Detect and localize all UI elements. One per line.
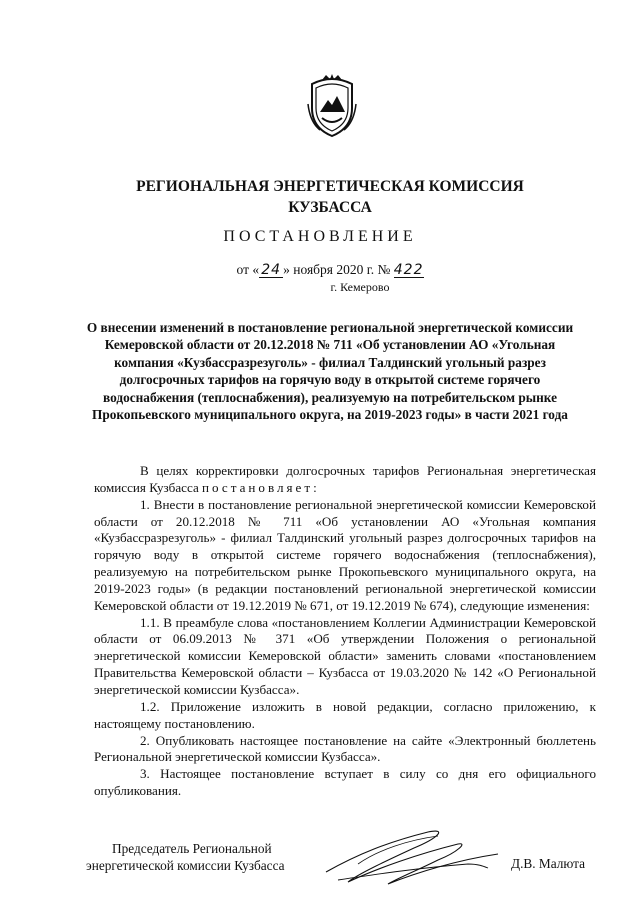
coat-of-arms-emblem: [306, 74, 358, 138]
handwritten-signature: [318, 824, 508, 894]
city: г. Кемерово: [330, 280, 390, 294]
paragraph-2: 2. Опубликовать настоящее постановление на сайте «Электронный бюллетень Региональной энергетической комиссии Кузбасса».: [94, 732, 596, 765]
signatory-name: Д.В. Малюта: [511, 856, 586, 871]
paragraph-3: 3. Настоящее постановление вступает в силу со дня его официального опубликования.: [94, 766, 596, 799]
date-prefix: от «: [236, 262, 260, 277]
intro-paragraph: В целях корректировки долгосрочных тарифов Региональная энергетическая комиссия Кузбасса постановляет:: [94, 463, 596, 495]
document-title: О внесении изменений в постановление региональной энергетической комиссии Кемеровской области от 20.12.2018 № 711 «Об установлении АО «Угольная компания «Кузбассразрезуголь» - филиал Талдинский угольный разрез долгосрочных тарифов на горячую воду в открытой системе горячего водоснабжения (теплоснабжения), реализуемую на потребительском рынке Прокопьевского муниципального округа, на 2019-2023 годы» в части 2021 года: [86, 320, 574, 423]
document-number-handwritten: 422: [393, 262, 424, 278]
date-day-handwritten: 24: [259, 263, 283, 278]
signatory-position: [86, 840, 285, 874]
paragraph-1-2: 1.2. Приложение изложить в новой редакции, согласно приложению, к настоящему постановлению.: [94, 698, 596, 731]
position-line-2: энергетической комиссии Кузбасса: [86, 858, 285, 873]
paragraph-1: 1. Внести в постановление региональной энергетической комиссии Кемеровской области от 20.12.2018 № 711 «Об установлении АО «Угольная компания «Кузбассразрезуголь» - филиал Талдинский угольный разрез долгосрочных тарифов на горячую воду в открытой системе горячего водоснабжения (теплоснабжения), реализуемую на потребительском рынке Прокопьевского муниципального округа, на 2019-2023 годы» (в редакции постановлений региональной энергетической комиссии Кемеровской области от 19.12.2019 № 671, от 19.12.2019 № 674), следующие изменения:: [94, 496, 596, 613]
document-body: [94, 463, 596, 800]
position-line-1: Председатель Региональной: [112, 841, 272, 856]
date-line: [0, 262, 640, 278]
date-month-year: » ноября 2020 г. №: [283, 262, 391, 277]
org-line-2: КУЗБАССА: [288, 199, 372, 216]
organization-name: [70, 176, 590, 218]
document-type: ПОСТАНОВЛЕНИЕ: [223, 228, 417, 245]
org-line-1: РЕГИОНАЛЬНАЯ ЭНЕРГЕТИЧЕСКАЯ КОМИССИЯ: [136, 178, 524, 195]
paragraph-1-1: 1.1. В преамбуле слова «постановлением Коллегии Администрации Кемеровской области от 06.09.2013 № 371 «Об утверждении Положения о региональной энергетической комиссии Кемеровской области» заменить словами «постановлением Правительства Кемеровской области – Кузбасса от 19.03.2020 № 142 «О Региональной энергетической комиссии Кузбасса».: [94, 614, 596, 697]
intro-verb: постановляет:: [202, 479, 320, 495]
